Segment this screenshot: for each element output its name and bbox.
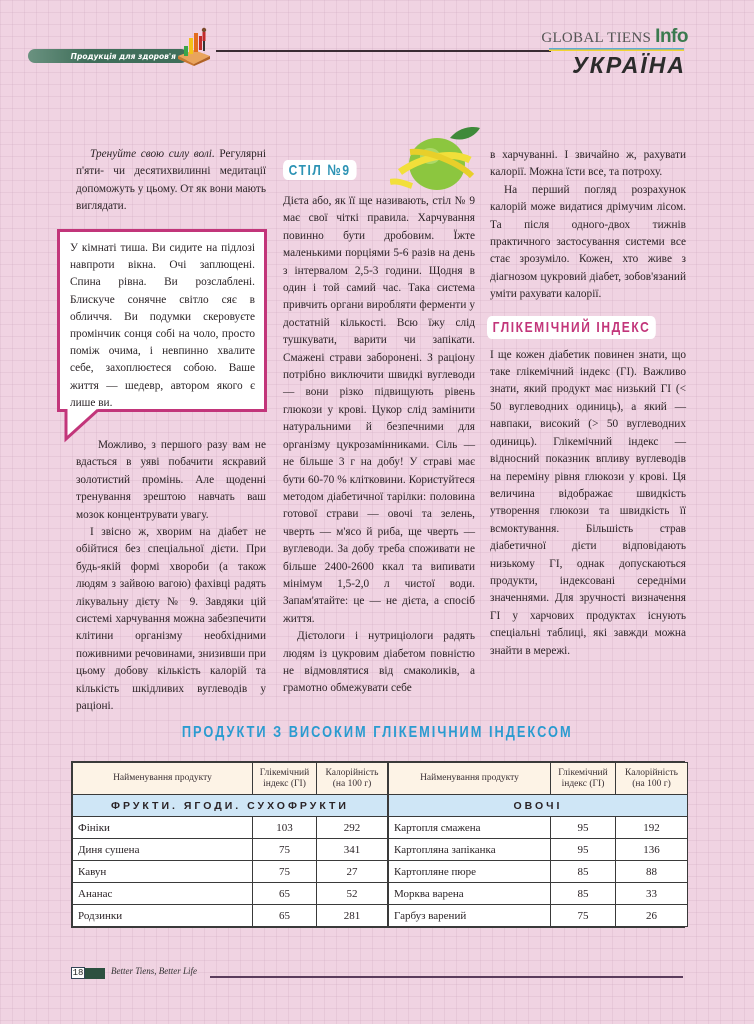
flag-stripe (549, 48, 684, 51)
product-name: Картопля смажена (389, 817, 551, 839)
gi-value: 75 (253, 861, 317, 883)
paragraph: Дієтологи і нутриціологи радять людям із цукровим діабетом повністю не відмовлятися від смаколиків, а грамотно обмежувати себе (283, 630, 475, 695)
table-row (73, 817, 388, 839)
kcal-value: 27 (317, 861, 388, 883)
table-title-text: ПРОДУКТИ З ВИСОКИМ ГЛІКЕМІЧНИМ ІНДЕКСОМ (181, 724, 573, 741)
brand-suffix: Info (655, 26, 688, 47)
growth-chart-icon (176, 24, 212, 66)
product-name: Диня сушена (73, 839, 253, 861)
table-vegetables (388, 762, 688, 927)
table-row (73, 883, 388, 905)
column-1-intro (76, 146, 266, 216)
country-title: УКРАЇНА (572, 52, 686, 78)
product-name: Ананас (73, 883, 253, 905)
gi-value: 95 (551, 817, 616, 839)
intro-text: Регулярні п'яти- чи десятихвилинні медитації допоможуть у цьому. От як вони мають виглядати. (76, 148, 266, 213)
table-header-row (73, 763, 388, 795)
header-gi: Глікемічний індекс (ГІ) (551, 763, 616, 795)
heading-stil-9: СТІЛ №9 (283, 160, 356, 180)
paragraph: в харчуванні. І звичайно ж, рахувати калорії. Можна їсти все, та потроху. (490, 149, 686, 179)
gi-value: 75 (253, 839, 317, 861)
footer-slogan: Better Tiens, Better Life (111, 966, 197, 976)
table-row (73, 861, 388, 883)
header-rule (216, 50, 551, 52)
paragraph: Дієта або, як її ще називають, стіл № 9 має свої чіткі правила. Харчування повинно бути дробовим. Їжте маленькими порціями 5-6 разів на день з інтервалом 2,5-3 години. Щодня в один і той самий час. Така система привчить органи виробляти ферменти у достатній кількості. Всю їжу слід тушкувати, варити чи запікати. Смажені страви заборонені. З раціону потрібно виключити швидкі вуглеводи — вони різко підвищують рівень глюкози у крові. Цукор слід замінити натуральними й безпечними для організму цукрозамінниками. Сіль — не більше 3 г на добу! У страві має бути 60-70 % клітковини. Користуйтеся методом діабетичної тарілки: половина готової страви — овочі та зелень, чверть — м'ясо й риба, ще чверть — вуглеводи. За добу треба споживати не більше 2400-2600 ккал та випивати мінімум 1,5-2,0 л чистої води. Запам'ятайте: це — не дієта, а спосіб життя. (283, 195, 475, 625)
column-3 (490, 147, 686, 660)
paragraph: Можливо, з першого разу вам не вдасться в уяві побачити яскравий золотистий промінь. Але щоденні тренування зрештою навчать ваш мозок концентрувати увагу. (76, 439, 266, 521)
table-row (389, 905, 688, 927)
gi-value: 85 (551, 883, 616, 905)
table-fruits (72, 762, 388, 927)
header-product: Найменування продукту (389, 763, 551, 795)
kcal-value: 26 (616, 905, 688, 927)
category-vegetables: ОВОЧІ (389, 795, 688, 817)
kcal-value: 136 (616, 839, 688, 861)
category-row (73, 795, 388, 817)
header-kcal: Калорійність (на 100 г) (317, 763, 388, 795)
glycemic-index-table (71, 761, 685, 928)
product-name: Картопляна запіканка (389, 839, 551, 861)
category-fruits: ФРУКТИ. ЯГОДИ. СУХОФРУКТИ (73, 795, 388, 817)
kcal-value: 33 (616, 883, 688, 905)
gi-value: 65 (253, 883, 317, 905)
gi-value: 75 (551, 905, 616, 927)
paragraph: І звісно ж, хворим на діабет не обійтися без спеціальної дієти. При будь-якій формі хвороби (а також людям з зайвою вагою) фахівці радять лікувальну дієту № 9. Завдяки цій системі харчування можна забезпечити клітини організму необхідними поживними речовинами, знизивши при цьому добову кількість калорій та кількість шкідливих вуглеводів у раціоні. (76, 526, 266, 713)
kcal-value: 292 (317, 817, 388, 839)
gi-value: 103 (253, 817, 317, 839)
paragraph: На перший погляд розрахунок калорій може видатися дрімучим лісом. Та після одного-двох тижнів практичного застосування системи все стає зрозуміло. Кожен, хто живе з діагнозом цукровий діабет, зобов'язаний уміти рахувати калорії. (490, 183, 686, 301)
header-gi: Глікемічний індекс (ГІ) (253, 763, 317, 795)
table-row (389, 861, 688, 883)
paragraph: І ще кожен діабетик повинен знати, що таке глікемічний індекс (ГІ). Важливо знати, який продукт має низький ГІ (< 50 вуглеводних одиниць), а який — навпаки, високий (> 50 вуглеводних одиниць). Глікемічний індекс — відносний показник впливу вуглеводів на переміну рівня глюкози у крові. Ця величина відображає швидкість утворення глюкози та швидкість її всмоктування. Більшість страв діабетичної дієти відповідають низькому ГІ, однак допускаються продукти, індексовані середніми значеннями. Для зручності визначення ГІ у харчових продуктах існують спеціальні таблиці, які завжди можна знайти в мережі. (490, 348, 686, 657)
table-row (73, 905, 388, 927)
product-name: Кавун (73, 861, 253, 883)
brand-name: GLOBAL TIENS (541, 30, 652, 46)
product-name: Картопляне пюре (389, 861, 551, 883)
gi-value: 95 (551, 839, 616, 861)
kcal-value: 52 (317, 883, 388, 905)
table-title (70, 724, 684, 742)
heading-glycemic-index: ГЛІКЕМІЧНИЙ ІНДЕКС (487, 316, 656, 339)
product-name: Фініки (73, 817, 253, 839)
product-name: Гарбуз варений (389, 905, 551, 927)
intro-italic: Тренуйте свою силу волі. (90, 148, 215, 160)
header-kcal: Калорійність (на 100 г) (616, 763, 688, 795)
page-number: 18 (72, 968, 84, 978)
table-header-row (389, 763, 688, 795)
table-row (389, 817, 688, 839)
table-row (389, 883, 688, 905)
table-row (73, 839, 388, 861)
table-row (389, 839, 688, 861)
kcal-value: 88 (616, 861, 688, 883)
category-row (389, 795, 688, 817)
footer-rule (210, 976, 683, 978)
product-name: Родзинки (73, 905, 253, 927)
callout-text: У кімнаті тиша. Ви сидите на підлозі навпроти вікна. Очі заплющені. Спина рівна. Ви розслаблені. Блискуче сонячне світло сяє в обличчя. Ви подумки скеровуєте промінчик сонця собі на чоло, просто поміж очима, і невпинно хвалите себе, захоплюєтеся собою. Ваше життя — шедевр, автором якого є лише ви. (70, 242, 255, 409)
section-label-text: Продукція для здоров'я (70, 51, 176, 61)
header-product: Найменування продукту (73, 763, 253, 795)
meditation-callout (57, 229, 267, 412)
footer-accent-block (85, 968, 105, 979)
kcal-value: 192 (616, 817, 688, 839)
product-name: Морква варена (389, 883, 551, 905)
apple-measuring-tape-image (390, 120, 485, 195)
gi-value: 85 (551, 861, 616, 883)
brand-logo (500, 26, 688, 48)
kcal-value: 341 (317, 839, 388, 861)
column-2-body (283, 193, 475, 698)
column-1-body (76, 437, 266, 716)
kcal-value: 281 (317, 905, 388, 927)
section-label (28, 49, 188, 63)
gi-value: 65 (253, 905, 317, 927)
